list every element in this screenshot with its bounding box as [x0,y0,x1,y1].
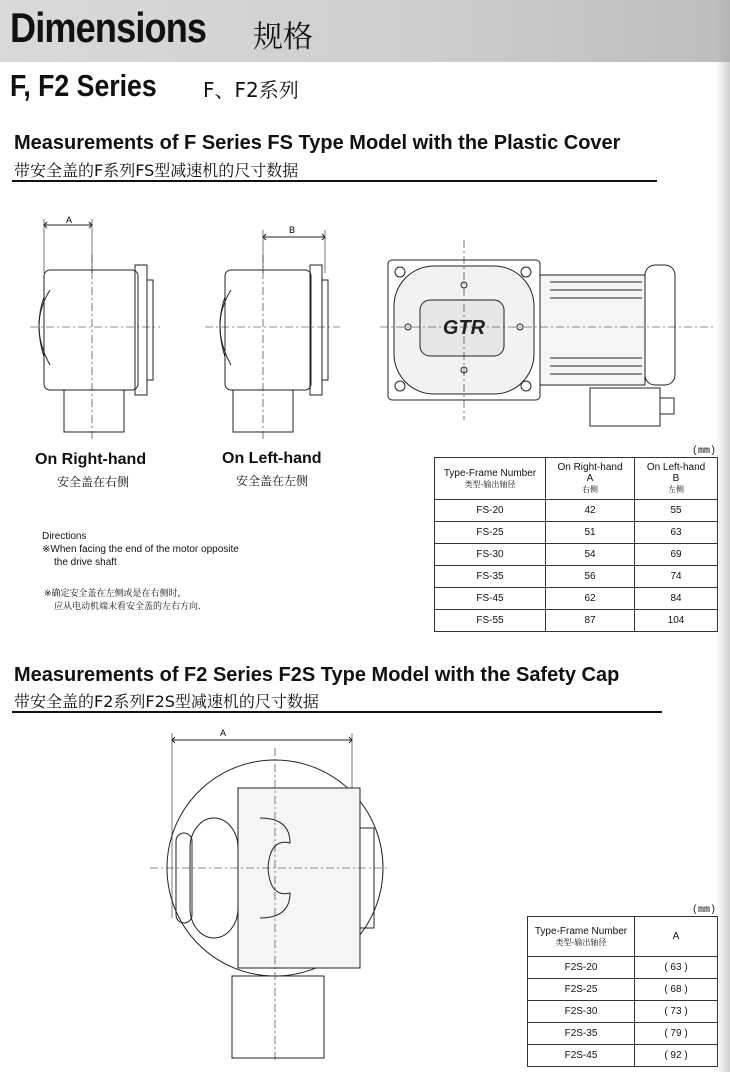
dim-a-label: A [66,215,73,225]
right-hand-drawing [20,215,170,445]
table-row [528,957,718,979]
right-hand-label-cn: 安全盖在右侧 [57,475,130,489]
table-row [528,979,718,1001]
table1-header-type [435,458,546,500]
table1-header-b-cn: 左侧 [668,485,684,494]
section1-rule [12,180,657,182]
section2-rule [12,711,662,713]
table-cell-a: 56 [546,566,635,588]
table-row [435,566,718,588]
table-cell-a: 51 [546,522,635,544]
section1-title: Measurements of F Series FS Type Model with the Plastic Cover [14,132,621,154]
table-row [435,522,718,544]
table-cell-a: 87 [546,610,635,632]
table2-header-type-cn: 类型-输出轴径 [555,937,607,947]
left-hand-label-cn: 安全盖在左侧 [236,474,309,488]
series-title: F, F2 Series [10,68,157,103]
table-cell-type: FS-55 [435,610,546,632]
table1-unit: (mm) [692,446,717,457]
page-title-cn: 规格 [253,20,313,55]
table-row [435,544,718,566]
table1-header-b [635,458,718,500]
table-row [528,1045,718,1067]
table-cell-type: F2S-20 [528,957,635,979]
table-cell-b: 55 [635,500,718,522]
directions-line1: ※When facing the end of the motor opposite [42,544,239,555]
table-cell-b: 74 [635,566,718,588]
table-cell-b: 84 [635,588,718,610]
table-row [435,610,718,632]
section2-subtitle: 带安全盖的F2系列F2S型减速机的尺寸数据 [14,692,319,711]
table-cell-type: FS-25 [435,522,546,544]
table-cell-b: 69 [635,544,718,566]
table1-header-a [546,458,635,500]
table-cell-type: F2S-45 [528,1045,635,1067]
f2s-drawing [150,728,400,1063]
brand-logo-text: GTR [442,317,486,339]
table-cell-type: F2S-25 [528,979,635,1001]
table-cell-a: 54 [546,544,635,566]
table-cell-type: FS-30 [435,544,546,566]
page-edge-shadow [716,0,730,1072]
directions-line2: the drive shaft [54,557,117,568]
table2-unit: (mm) [692,905,717,916]
table2-header-a: A [635,917,718,957]
section1-subtitle: 带安全盖的F系列FS型减速机的尺寸数据 [14,161,299,180]
table-cell-type: FS-20 [435,500,546,522]
table1-header-b-label: On Left-hand [646,462,706,473]
table1-header-a-cn: 右侧 [582,485,598,494]
table2-header-type-label: Type-Frame Number [534,925,628,937]
left-hand-label: On Left-hand [222,450,322,467]
table-cell-a: 42 [546,500,635,522]
table-row [528,1001,718,1023]
table-cell-b: 63 [635,522,718,544]
table-row [528,1023,718,1045]
table-cell-type: FS-35 [435,566,546,588]
table-cell-a: ( 63 ) [635,957,718,979]
table-cell-type: F2S-35 [528,1023,635,1045]
table-cell-a: ( 79 ) [635,1023,718,1045]
dim-a2-label: A [220,728,227,738]
dim-b-label: B [289,225,296,235]
table-cell-a: ( 73 ) [635,1001,718,1023]
table-cell-a: ( 92 ) [635,1045,718,1067]
table-cell-a: 62 [546,588,635,610]
right-hand-label: On Right-hand [35,451,147,468]
table1-header-a-label: On Right-hand [557,462,623,473]
table-row [435,588,718,610]
table-cell-type: FS-45 [435,588,546,610]
table-cell-a: ( 68 ) [635,979,718,1001]
table1-header-type-label: Type-Frame Number [443,467,537,479]
directions-heading: Directions [42,531,87,542]
front-view-drawing [380,240,720,440]
series-title-cn: F、F2系列 [203,78,299,102]
table1-header-type-cn: 类型-输出轴径 [464,479,516,489]
page-title: Dimensions [10,4,207,51]
table1-header-a-letter: A [586,473,594,484]
table2-header-type [528,917,635,957]
section2-title: Measurements of F2 Series F2S Type Model with the Safety Cap [14,664,620,686]
directions-cn-line2: 应从电动机端末看安全盖的左右方向. [54,602,201,612]
table-row [435,500,718,522]
table1-header-b-letter: B [672,473,680,484]
table-cell-b: 104 [635,610,718,632]
left-hand-drawing [195,215,345,445]
f2s-dimension-table [527,916,718,1067]
fs-dimension-table [434,457,718,632]
directions-cn-line1: ※确定安全盖在左侧或是在右侧时, [44,589,181,599]
table-cell-type: F2S-30 [528,1001,635,1023]
